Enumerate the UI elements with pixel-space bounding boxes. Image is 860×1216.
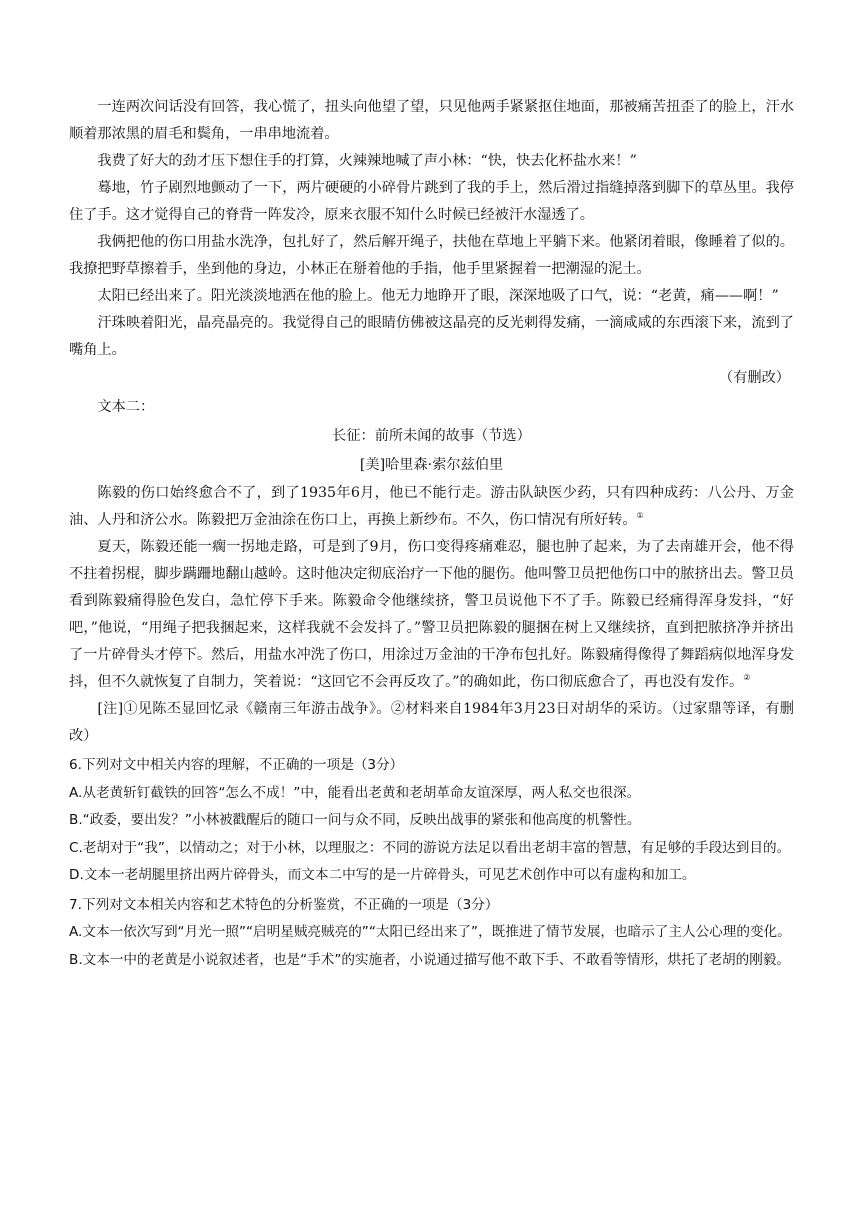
question-option: C.老胡对于“我”，以情动之；对于小林，以理服之：不同的游说方法足以看出老胡丰富的智慧，有足够的手段达到目的。: [69, 839, 791, 856]
question-option: B.文本一中的老黄是小说叙述者，也是“手术”的实施者，小说通过描写他不敢下手、不敢看等情形，烘托了老胡的刚毅。: [69, 951, 791, 968]
text2-paragraph-text: 陈毅的伤口始终愈合不了，到了1935年6月，他已不能行走。游击队缺医少药，只有四种成药：八公丹、万金油、人丹和济公水。陈毅把万金油涂在伤口上，再换上新纱布。不久，伤口情况有所好转。: [69, 485, 794, 528]
question-option: A.文本一依次写到“月光一照”“启明星贼亮贼亮的”“太阳已经出来了”，既推进了情节发展，也暗示了主人公心理的变化。: [69, 924, 791, 940]
section-label: 文本二：: [97, 399, 155, 415]
excerpt-author: [美]哈里森·索尔兹伯里: [359, 457, 504, 473]
text1-paragraph: 蓦地，竹子剧烈地颤动了一下，两片硬硬的小碎骨片跳到了我的手上，然后滑过指缝掉落到脚下的草丛里。我停住了手。这才觉得自己的脊背一阵发冷，原来衣服不知什么时候已经被汗水湿透了。: [69, 180, 794, 223]
excerpt-title: 长征：前所未闻的故事（节选）: [332, 428, 531, 444]
text1-paragraph: 太阳已经出来了。阳光淡淡地洒在他的脸上。他无力地睁开了眼，深深地吸了口气，说：“老黄，痛——啊！”: [97, 288, 779, 304]
text1-paragraph: 我费了好大的劲才压下想住手的打算，火辣辣地喊了声小林：“快，快去化杯盐水来！”: [97, 153, 637, 169]
question-option: A.从老黄斩钉截铁的回答“怎么不成！”中，能看出老黄和老胡革命友谊深厚，两人私交也很深。: [69, 784, 641, 801]
question-stem: 7.下列对文本相关内容和艺术特色的分析鉴赏，不正确的一项是（3分）: [69, 896, 499, 913]
question-option: B.“政委，要出发？”小林被戳醒后的随口一问与众不同，反映出战事的紧张和他高度的机警性。: [69, 812, 641, 828]
question-option: D.文本一老胡腿里挤出两片碎骨头，而文本二中写的是一片碎骨头，可见艺术创作中可以有虚构和加工。: [69, 867, 696, 883]
questions-section: [69, 752, 794, 974]
text2-section: [69, 393, 794, 750]
source-note: （有删改）: [719, 370, 790, 386]
text1-section: [69, 94, 794, 393]
footnote-marker: ②: [743, 673, 751, 682]
text2-paragraph: [69, 480, 794, 534]
footnote-marker: ①: [636, 511, 644, 520]
text1-paragraph: 汗珠映着阳光，晶亮晶亮的。我觉得自己的眼睛仿佛被这晶亮的反光刺得发痛，一滴咸咸的东西滚下来，流到了嘴角上。: [69, 315, 794, 358]
question-stem: 6.下列对文中相关内容的理解，不正确的一项是（3分）: [69, 757, 404, 773]
text2-paragraph: [69, 534, 794, 696]
text1-paragraph: 一连两次问话没有回答，我心慌了，扭头向他望了望，只见他两手紧紧抠住地面，那被痛苦扭歪了的脸上，汗水顺着那浓黑的眉毛和鬓角，一串串地流着。: [69, 99, 794, 142]
footnote: [注]①见陈丕显回忆录《赣南三年游击战争》。②材料来自1984年3月23日对胡华的采访。（过家鼎等译，有删改）: [69, 701, 794, 744]
text2-paragraph-text: 夏天，陈毅还能一瘸一拐地走路，可是到了9月，伤口变得疼痛难忍，腿也肿了起来，为了去南雄开会，他不得不拄着拐棍，脚步蹒跚地翻山越岭。这时他决定彻底治疗一下他的腿伤。他叫警卫员把他伤口中的脓挤出去。警卫员看到陈毅痛得脸色发白，急忙停下手来。陈毅命令他继续挤，警卫员说他下不了手。陈毅已经痛得浑身发抖，“好吧，”他说，“用绳子把我捆起来，这样我就不会发抖了。”警卫员把陈毅的腿捆在树上又继续挤，直到把脓挤净并挤出了一片碎骨头才停下。然后，用盐水冲洗了伤口，用涂过万金油的干净布包扎好。陈毅痛得像得了舞蹈病似地浑身发抖，但不久就恢复了自制力，笑着说：“这回它不会再反攻了。”的确如此，伤口彻底愈合了，再也没有发作。: [69, 539, 794, 690]
text1-paragraph: 我俩把他的伤口用盐水洗净，包扎好了，然后解开绳子，扶他在草地上平躺下来。他紧闭着眼，像睡着了似的。我撩把野草擦着手，坐到他的身边，小林正在掰着他的手指，他手里紧握着一把潮湿的泥土。: [69, 234, 794, 277]
